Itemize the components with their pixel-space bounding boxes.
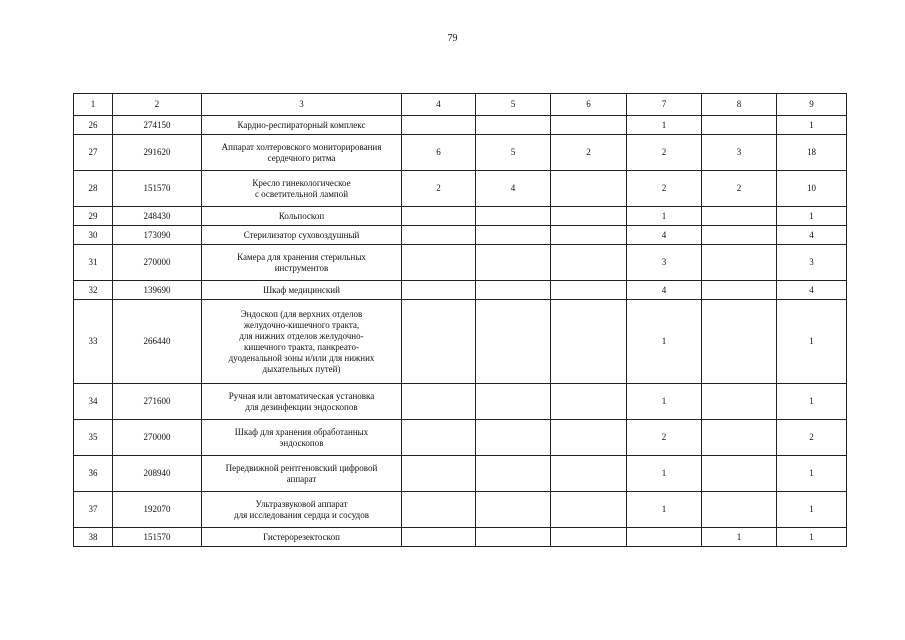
col5-cell (476, 116, 551, 135)
row-number-cell: 29 (74, 207, 113, 226)
col8-cell (702, 300, 777, 384)
col7-cell: 3 (627, 245, 702, 281)
name-cell: Ультразвуковой аппарат для исследования сердца и сосудов (202, 492, 402, 528)
table-row (74, 300, 847, 384)
table-row (74, 492, 847, 528)
equipment-table (73, 93, 847, 547)
total-cell: 1 (777, 300, 847, 384)
table-row (74, 116, 847, 135)
header-row (74, 94, 847, 116)
col8-cell (702, 207, 777, 226)
code-cell: 274150 (113, 116, 202, 135)
col4-cell (402, 384, 476, 420)
total-cell: 1 (777, 528, 847, 547)
total-cell: 1 (777, 116, 847, 135)
col7-cell: 2 (627, 135, 702, 171)
col5-cell (476, 245, 551, 281)
table-row (74, 171, 847, 207)
row-number-cell: 33 (74, 300, 113, 384)
col5-cell (476, 456, 551, 492)
code-cell: 173090 (113, 226, 202, 245)
col8-cell (702, 281, 777, 300)
code-cell: 291620 (113, 135, 202, 171)
code-cell: 192070 (113, 492, 202, 528)
table-row (74, 384, 847, 420)
header-cell: 5 (476, 94, 551, 116)
name-cell: Эндоскоп (для верхних отделов желудочно-кишечного тракта, для нижних отделов желудочно- кишечного тракта, панкреато- дуоденальной зоны и/или для нижних дыхательных путей) (202, 300, 402, 384)
row-number-cell: 38 (74, 528, 113, 547)
table-row (74, 245, 847, 281)
col7-cell: 1 (627, 492, 702, 528)
col5-cell (476, 492, 551, 528)
col5-cell: 4 (476, 171, 551, 207)
total-cell: 4 (777, 281, 847, 300)
total-cell: 10 (777, 171, 847, 207)
col7-cell: 4 (627, 281, 702, 300)
table-body (74, 116, 847, 547)
col6-cell (551, 456, 627, 492)
col7-cell: 2 (627, 420, 702, 456)
col4-cell: 2 (402, 171, 476, 207)
col8-cell: 1 (702, 528, 777, 547)
col6-cell (551, 281, 627, 300)
col8-cell: 3 (702, 135, 777, 171)
total-cell: 2 (777, 420, 847, 456)
col8-cell (702, 420, 777, 456)
name-cell: Шкаф для хранения обработанных эндоскопов (202, 420, 402, 456)
col5-cell: 5 (476, 135, 551, 171)
col5-cell (476, 528, 551, 547)
table-header (74, 94, 847, 116)
col6-cell: 2 (551, 135, 627, 171)
col6-cell (551, 528, 627, 547)
table-row (74, 420, 847, 456)
col6-cell (551, 420, 627, 456)
name-cell: Стерилизатор суховоздушный (202, 226, 402, 245)
code-cell: 266440 (113, 300, 202, 384)
header-cell: 8 (702, 94, 777, 116)
col7-cell: 1 (627, 384, 702, 420)
row-number-cell: 36 (74, 456, 113, 492)
col4-cell (402, 528, 476, 547)
col6-cell (551, 492, 627, 528)
col4-cell (402, 281, 476, 300)
total-cell: 1 (777, 207, 847, 226)
col7-cell: 1 (627, 300, 702, 384)
col8-cell (702, 226, 777, 245)
col7-cell: 1 (627, 116, 702, 135)
header-cell: 6 (551, 94, 627, 116)
col5-cell (476, 281, 551, 300)
total-cell: 1 (777, 384, 847, 420)
col8-cell (702, 245, 777, 281)
row-number-cell: 26 (74, 116, 113, 135)
col5-cell (476, 207, 551, 226)
code-cell: 139690 (113, 281, 202, 300)
header-cell: 3 (202, 94, 402, 116)
table-row (74, 281, 847, 300)
total-cell: 18 (777, 135, 847, 171)
total-cell: 4 (777, 226, 847, 245)
col4-cell (402, 420, 476, 456)
col6-cell (551, 207, 627, 226)
col6-cell (551, 245, 627, 281)
code-cell: 270000 (113, 245, 202, 281)
row-number-cell: 27 (74, 135, 113, 171)
col6-cell (551, 226, 627, 245)
code-cell: 248430 (113, 207, 202, 226)
col4-cell (402, 456, 476, 492)
col5-cell (476, 226, 551, 245)
col6-cell (551, 171, 627, 207)
col7-cell: 2 (627, 171, 702, 207)
col7-cell (627, 528, 702, 547)
name-cell: Кардио-респираторный комплекс (202, 116, 402, 135)
row-number-cell: 37 (74, 492, 113, 528)
row-number-cell: 34 (74, 384, 113, 420)
col4-cell (402, 245, 476, 281)
code-cell: 208940 (113, 456, 202, 492)
name-cell: Передвижной рентгеновский цифровой аппарат (202, 456, 402, 492)
total-cell: 1 (777, 492, 847, 528)
row-number-cell: 28 (74, 171, 113, 207)
col4-cell (402, 116, 476, 135)
name-cell: Кресло гинекологическое с осветительной лампой (202, 171, 402, 207)
col8-cell (702, 492, 777, 528)
col8-cell: 2 (702, 171, 777, 207)
total-cell: 3 (777, 245, 847, 281)
col4-cell (402, 300, 476, 384)
code-cell: 151570 (113, 171, 202, 207)
code-cell: 271600 (113, 384, 202, 420)
col7-cell: 1 (627, 207, 702, 226)
col5-cell (476, 384, 551, 420)
header-cell: 4 (402, 94, 476, 116)
row-number-cell: 35 (74, 420, 113, 456)
row-number-cell: 31 (74, 245, 113, 281)
row-number-cell: 30 (74, 226, 113, 245)
name-cell: Гистерорезектоскоп (202, 528, 402, 547)
table-row (74, 135, 847, 171)
table-row (74, 207, 847, 226)
col6-cell (551, 116, 627, 135)
col7-cell: 1 (627, 456, 702, 492)
name-cell: Шкаф медицинский (202, 281, 402, 300)
name-cell: Ручная или автоматическая установка для дезинфекции эндоскопов (202, 384, 402, 420)
name-cell: Кольпоскоп (202, 207, 402, 226)
name-cell: Аппарат холтеровского мониторирования сердечного ритма (202, 135, 402, 171)
table-row (74, 226, 847, 245)
code-cell: 151570 (113, 528, 202, 547)
col6-cell (551, 384, 627, 420)
table-row (74, 456, 847, 492)
table-row (74, 528, 847, 547)
header-cell: 9 (777, 94, 847, 116)
col8-cell (702, 116, 777, 135)
col8-cell (702, 456, 777, 492)
col4-cell: 6 (402, 135, 476, 171)
total-cell: 1 (777, 456, 847, 492)
col7-cell: 4 (627, 226, 702, 245)
header-cell: 1 (74, 94, 113, 116)
col5-cell (476, 420, 551, 456)
code-cell: 270000 (113, 420, 202, 456)
col4-cell (402, 492, 476, 528)
col8-cell (702, 384, 777, 420)
col5-cell (476, 300, 551, 384)
name-cell: Камера для хранения стерильных инструментов (202, 245, 402, 281)
row-number-cell: 32 (74, 281, 113, 300)
header-cell: 7 (627, 94, 702, 116)
header-cell: 2 (113, 94, 202, 116)
col4-cell (402, 207, 476, 226)
page-number: 79 (447, 33, 458, 44)
col6-cell (551, 300, 627, 384)
col4-cell (402, 226, 476, 245)
